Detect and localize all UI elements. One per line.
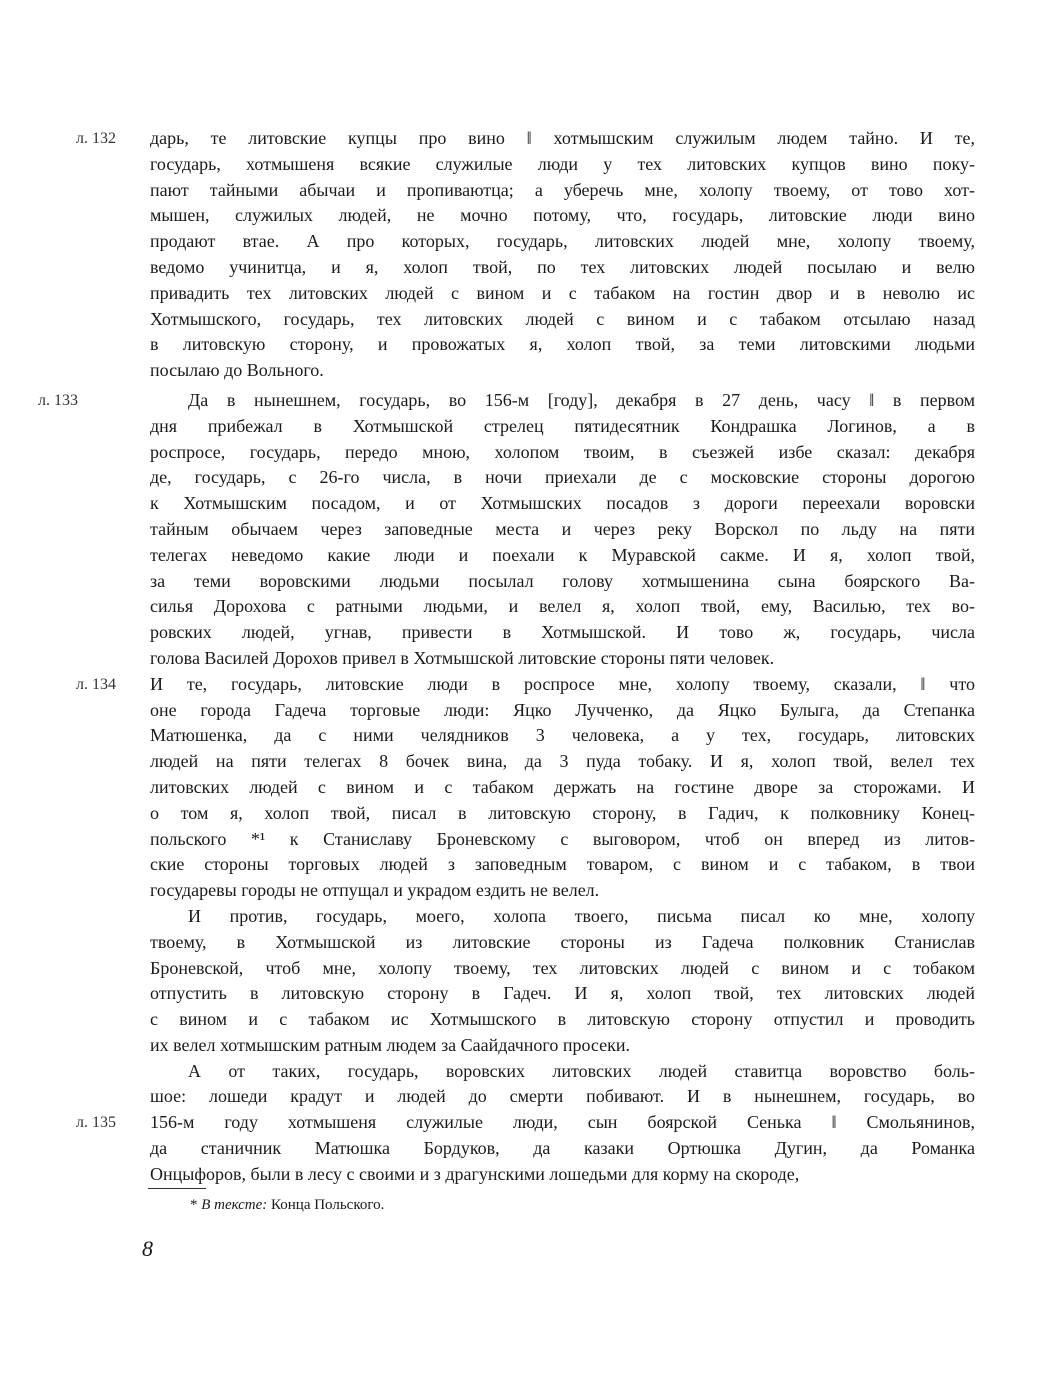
footnote-divider [148,1188,206,1189]
line-text: привадить тех литовских людей с вином и с табаком на гостин двор и в неволю ис [150,282,975,303]
line-text: дарь, те литовские купцы про вино ‖ хотмышским служилым людем тайно. И те, [150,128,975,148]
text-line [150,852,975,878]
paragraph [150,904,975,1059]
line-text: государь, хотмышеня всякие служилые люди у тех литовских купцов вино поку- [150,153,975,174]
text-line [150,956,975,982]
text-line [150,904,975,930]
text-line [150,749,975,775]
text-line [150,878,975,904]
line-text: Да в нынешнем, государь, во 156-м [году], декабря в 27 день, часу ‖ в первом [188,389,975,410]
line-text: оне города Гадеча торговые люди: Яцко Лучченко, да Яцко Булыга, да Степанка [150,699,975,720]
paragraph [76,672,975,904]
paragraph [76,1059,975,1188]
text-line [38,388,975,414]
text-line [150,440,975,466]
text-line [150,723,975,749]
text-line [150,646,975,672]
text-line [150,801,975,827]
line-text: Хотмышского, государь, тех литовских людей с вином и с табаком отсылаю назад [150,308,975,329]
line-text: силья Дорохова с ратными людьми, и велел я, холоп твой, ему, Василью, тех во- [150,596,975,617]
line-text: телегах неведомо какие люди и поехали к Муравской сакме. И я, холоп твой, [150,544,975,565]
folio-margin-note: л. 132 [76,130,116,147]
text-line [150,698,975,724]
text-line [150,255,975,281]
text-line [150,1007,975,1033]
line-text: пают тайными абычаи и пропиваютца; а уберечь мне, холопу твоему, от тово хот- [150,179,975,200]
line-text: посылаю до Вольного. [150,360,324,381]
text-line [150,414,975,440]
line-text: дня прибежал в Хотмышской стрелец пятидесятник Кондрашка Логинов, а в [150,415,975,436]
line-text: за теми воровскими людьми посылал голову хотмышенина сына боярского Ва- [150,570,975,591]
line-text: с вином и с табаком ис Хотмышского в литовскую сторону отпустил и проводить [150,1009,975,1030]
line-text: голова Василей Дорохов привел в Хотмышской литовские стороны пяти человек. [150,647,775,668]
footnote-label: В тексте: [201,1197,268,1213]
text-line [150,1084,975,1110]
text-line [150,594,975,620]
main-text [38,126,975,1188]
line-text: к Хотмышским посадом, и от Хотмышских посадов з дороги переехали воровски [150,493,975,514]
text-line [150,1136,975,1162]
line-text: 156-м году хотмышеня служилые люди, сын боярской Сенька ‖ Смольянинов, [150,1112,975,1133]
line-text: роспросе, государь, передо мною, холопом твоим, в съезжей избе сказал: декабря [150,441,975,462]
text-line [150,775,975,801]
folio-margin-note: л. 134 [76,675,116,693]
line-text: мышен, служилых людей, не мочно потому, что, государь, литовские люди вино [150,205,975,226]
text-line [150,543,975,569]
text-line [150,981,975,1007]
line-text: Онцыфоров, были в лесу с своими и з драгунскими лошедьми для корму на скороде, [150,1163,800,1184]
text-line [150,1162,975,1188]
text-line [150,229,975,255]
footnote-text: Конца Польского. [271,1197,385,1213]
text-line [150,281,975,307]
line-text: де, государь, с 26-го числа, в ночи приехали де с московские стороны дорогою [150,467,975,488]
line-text: ведомо учинитца, и я, холоп твой, по тех литовских людей посылаю и велю [150,256,975,277]
text-line [150,620,975,646]
line-text: да станичник Матюшка Бордуков, да казаки Ортюшка Дугин, да Романка [150,1138,975,1159]
line-text: твоему, в Хотмышской из литовские стороны из Гадеча полковник Станислав [150,931,975,952]
line-text: тайным обычаем через заповедные места и через реку Ворскол по льду на пяти [150,518,975,539]
line-text: Броневской, чтоб мне, холопу твоему, тех литовских людей с вином и с тобаком [150,957,975,978]
text-line [150,332,975,358]
line-text: ровских людей, угнав, привести в Хотмышской. И тово ж, государь, числа [150,622,975,643]
text-line [76,672,975,698]
footnote-mark: * [190,1197,198,1213]
line-text: А от таких, государь, воровских литовских людей ставитца воровство боль- [188,1060,975,1081]
line-text: И против, государь, моего, холопа твоего, письма писал ко мне, холопу [188,905,975,926]
text-line [150,307,975,333]
text-line [76,126,975,152]
text-line [150,1059,975,1085]
line-text: литовских людей с вином и с табаком держать на гостине дворе за сторожами. И [150,776,975,797]
paragraph [38,388,975,672]
folio-margin-note: л. 135 [76,1114,116,1132]
paragraph [76,126,975,384]
line-text: их велел хотмышским ратным людем за Саайдачного просеки. [150,1034,630,1055]
line-text: И те, государь, литовские люди в роспросе мне, холопу твоему, сказали, ‖ что [150,673,975,694]
text-line [150,465,975,491]
line-text: польского *¹ к Станиславу Броневскому с выговором, чтоб он вперед из литов- [150,828,975,849]
text-line [150,517,975,543]
line-text: о том я, холоп твой, писал в литовскую сторону, в Гадич, к полковнику Конец- [150,802,975,823]
text-line [150,930,975,956]
line-text: ские стороны торговых людей з заповедным товаром, с вином и с табаком, в твои [150,854,975,875]
line-text: Матюшенка, да с ними челядников 3 человека, а у тех, государь, литовских [150,725,975,746]
folio-margin-note: л. 133 [38,391,78,409]
line-text: отпустить в литовскую сторону в Гадеч. И я, холоп твой, тех литовских людей [150,983,975,1004]
line-text: в литовскую сторону, и провожатых я, холоп твой, за теми литовскими людьми [150,334,975,355]
text-line [150,827,975,853]
text-line [150,178,975,204]
text-line [150,569,975,595]
line-text: государевы городы не отпущал и украдом ездить не велел. [150,880,600,901]
text-line [150,491,975,517]
text-line [150,358,975,384]
footnote [190,1197,384,1214]
page-number: 8 [142,1236,153,1261]
text-line [150,1033,975,1059]
line-text: продают втае. А про которых, государь, литовских людей мне, холопу твоему, [150,231,975,252]
line-text: шое: лошеди крадут и людей до смерти побивают. И в нынешнем, государь, во [150,1086,975,1107]
text-line [150,203,975,229]
text-line [76,1110,975,1136]
text-line [150,152,975,178]
line-text: людей на пяти телегах 8 бочек вина, да 3 пуда тобаку. И я, холоп твой, велел тех [150,751,975,772]
